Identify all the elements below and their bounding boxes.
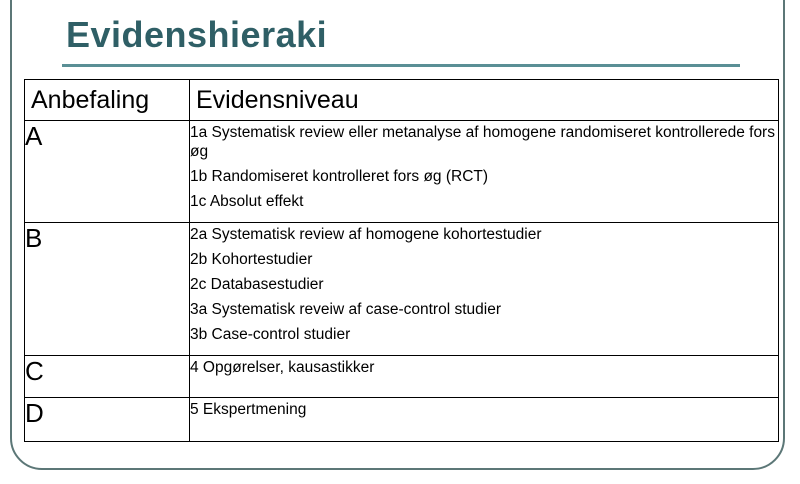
evidence-level-item: 4 Opgørelser, kausastikker bbox=[190, 359, 375, 376]
evidence-level-item: 1b Randomiseret kontrolleret fors øg (RCT) bbox=[190, 168, 489, 185]
table-header-row bbox=[25, 80, 779, 121]
table-row bbox=[25, 398, 779, 442]
evidence-level-item: 3a Systematisk reveiw af case-control studier bbox=[190, 301, 501, 318]
slide-title: Evidenshieraki bbox=[66, 14, 328, 55]
header-recommendation: Anbefaling bbox=[25, 80, 190, 121]
table-row bbox=[25, 223, 779, 356]
grade-cell: D bbox=[25, 398, 190, 442]
levels-cell bbox=[190, 398, 779, 442]
header-evidence-level: Evidensniveau bbox=[190, 80, 779, 121]
table-row bbox=[25, 121, 779, 223]
levels-cell bbox=[190, 121, 779, 223]
grade-cell: B bbox=[25, 223, 190, 356]
evidence-level-item: 3b Case-control studier bbox=[190, 326, 351, 343]
evidence-level-item: 1a Systematisk review eller metanalyse af homogene randomiseret kontrollerede fors øg bbox=[190, 124, 775, 160]
title-underline bbox=[62, 64, 740, 67]
evidence-level-item: 5 Ekspertmening bbox=[190, 401, 307, 418]
levels-cell bbox=[190, 356, 779, 398]
grade-cell: A bbox=[25, 121, 190, 223]
grade-cell: C bbox=[25, 356, 190, 398]
levels-cell bbox=[190, 223, 779, 356]
evidence-level-item: 1c Absolut effekt bbox=[190, 193, 304, 210]
evidence-level-item: 2c Databasestudier bbox=[190, 276, 324, 293]
evidence-level-item: 2b Kohortestudier bbox=[190, 251, 313, 268]
evidence-level-item: 2a Systematisk review af homogene kohortestudier bbox=[190, 226, 542, 243]
evidence-table bbox=[24, 79, 779, 442]
table-row bbox=[25, 356, 779, 398]
